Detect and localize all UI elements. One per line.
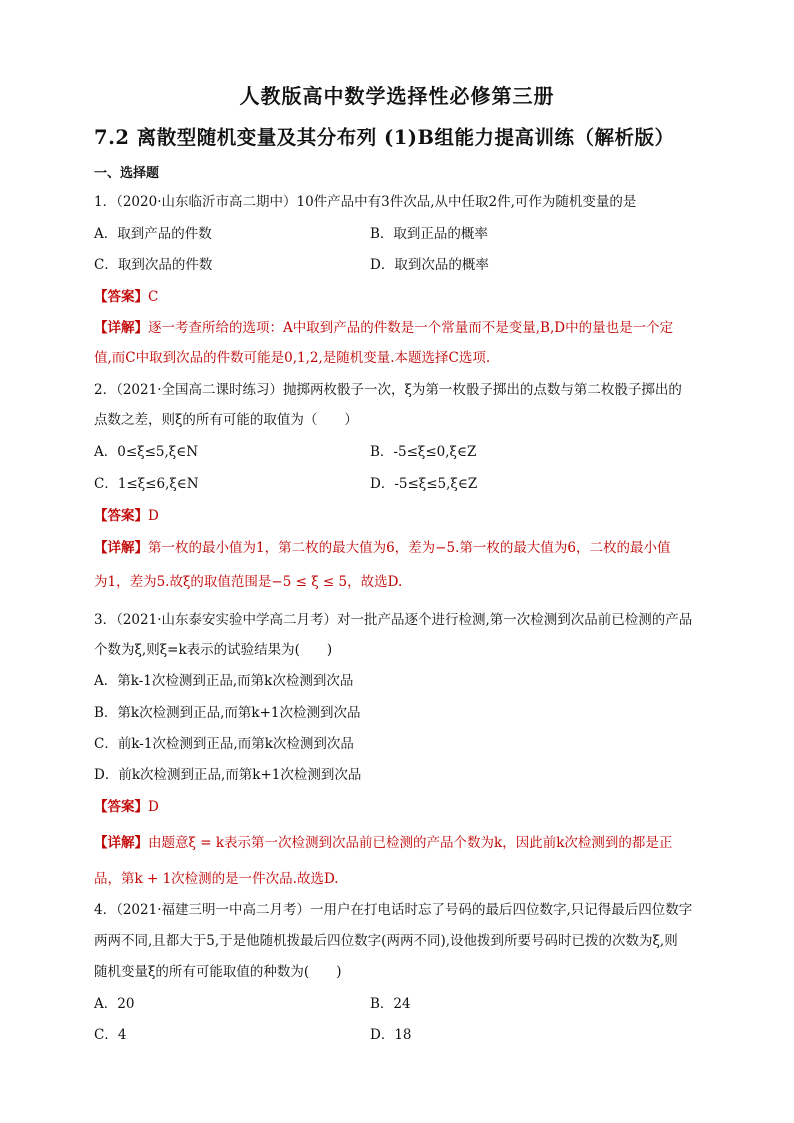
answer-value: D xyxy=(148,799,159,815)
q2-detail-line-2: 为1，差为5.故ξ的取值范围是−5 ≤ ξ ≤ 5，故选D. xyxy=(94,574,403,590)
detail-tag: 【详解】 xyxy=(94,540,148,556)
answer-value: D xyxy=(148,508,159,524)
document-title: 人教版高中数学选择性必修第三册 xyxy=(239,84,555,108)
q2-option-c: C．1≤ξ≤6,ξ∈N xyxy=(94,476,199,492)
q2-stem-line-2: 点数之差，则ξ的所有可能的取值为（ ） xyxy=(94,412,358,428)
q4-stem-line-3: 随机变量ξ的所有可能取值的种数为( ) xyxy=(94,964,342,980)
detail-tag: 【详解】 xyxy=(94,835,148,851)
section-heading: 一、选择题 xyxy=(94,166,160,181)
q3-answer xyxy=(94,797,159,817)
q1-option-d: D．取到次品的概率 xyxy=(370,257,489,273)
q2-detail-line-1 xyxy=(94,538,670,558)
q4-stem-line-2: 两两不同,且都大于5,于是他随机拨最后四位数字(两两不同),设他拨到所要号码时已拨的次数为ξ,则 xyxy=(94,933,678,949)
q2-answer xyxy=(94,506,159,526)
q1-option-c: C．取到次品的件数 xyxy=(94,257,213,273)
q3-option-a: A．第k-1次检测到正品,而第k次检测到次品 xyxy=(94,673,354,689)
answer-tag: 【答案】 xyxy=(94,289,148,305)
q3-option-d: D．前k次检测到正品,而第k+1次检测到次品 xyxy=(94,767,362,783)
q4-option-a: A．20 xyxy=(94,996,135,1012)
q1-stem: 1．（2020·山东临沂市高二期中）10件产品中有3件次品,从中任取2件,可作为随机变量的是 xyxy=(94,194,637,210)
answer-tag: 【答案】 xyxy=(94,508,148,524)
document-subtitle: 7.2 离散型随机变量及其分布列 (1)B组能力提高训练（解析版） xyxy=(94,126,675,149)
q2-option-d: D．-5≤ξ≤5,ξ∈Z xyxy=(370,476,478,492)
q1-answer xyxy=(94,287,158,307)
detail-text: 第一枚的最小值为1，第二枚的最大值为6，差为−5.第一枚的最大值为6，二枚的最小值 xyxy=(148,540,671,556)
q3-option-c: C．前k-1次检测到正品,而第k次检测到次品 xyxy=(94,736,354,752)
q4-option-d: D．18 xyxy=(370,1027,412,1043)
detail-text: 逐一考查所给的选项：A中取到产品的件数是一个常量而不是变量,B,D中的量也是一个定 xyxy=(148,320,674,336)
q1-option-a: A．取到产品的件数 xyxy=(94,226,212,242)
q1-detail-line-2: 值,而C中取到次品的件数可能是0,1,2,是随机变量.本题选择C选项. xyxy=(94,350,491,366)
q2-option-b: B．-5≤ξ≤0,ξ∈Z xyxy=(370,444,477,460)
q4-stem-line-1: 4．（2021·福建三明一中高二月考）一用户在打电话时忘了号码的最后四位数字,只记得最后四位数字 xyxy=(94,902,693,918)
answer-value: C xyxy=(148,289,159,305)
q3-stem-line-1: 3．（2021·山东泰安实验中学高二月考）对一批产品逐个进行检测,第一次检测到次品前已检测的产品 xyxy=(94,612,693,628)
q3-stem-line-2: 个数为ξ,则ξ=k表示的试验结果为( ) xyxy=(94,642,333,658)
q1-detail-line-1 xyxy=(94,318,673,338)
answer-tag: 【答案】 xyxy=(94,799,148,815)
q1-option-b: B．取到正品的概率 xyxy=(370,226,488,242)
q3-detail-line-1 xyxy=(94,833,672,853)
q3-option-b: B．第k次检测到正品,而第k+1次检测到次品 xyxy=(94,705,361,721)
q2-option-a: A．0≤ξ≤5,ξ∈N xyxy=(94,444,199,460)
q4-option-c: C．4 xyxy=(94,1027,127,1043)
detail-text: 由题意ξ = k表示第一次检测到次品前已检测的产品个数为k，因此前k次检测到的都是正 xyxy=(148,835,673,851)
q3-detail-line-2: 品，第k + 1次检测的是一件次品.故选D. xyxy=(94,871,339,887)
q4-option-b: B．24 xyxy=(370,996,411,1012)
q2-stem-line-1: 2．（2021·全国高二课时练习）抛掷两枚骰子一次，ξ为第一枚骰子掷出的点数与第二枚骰子掷出的 xyxy=(94,382,682,398)
detail-tag: 【详解】 xyxy=(94,320,148,336)
